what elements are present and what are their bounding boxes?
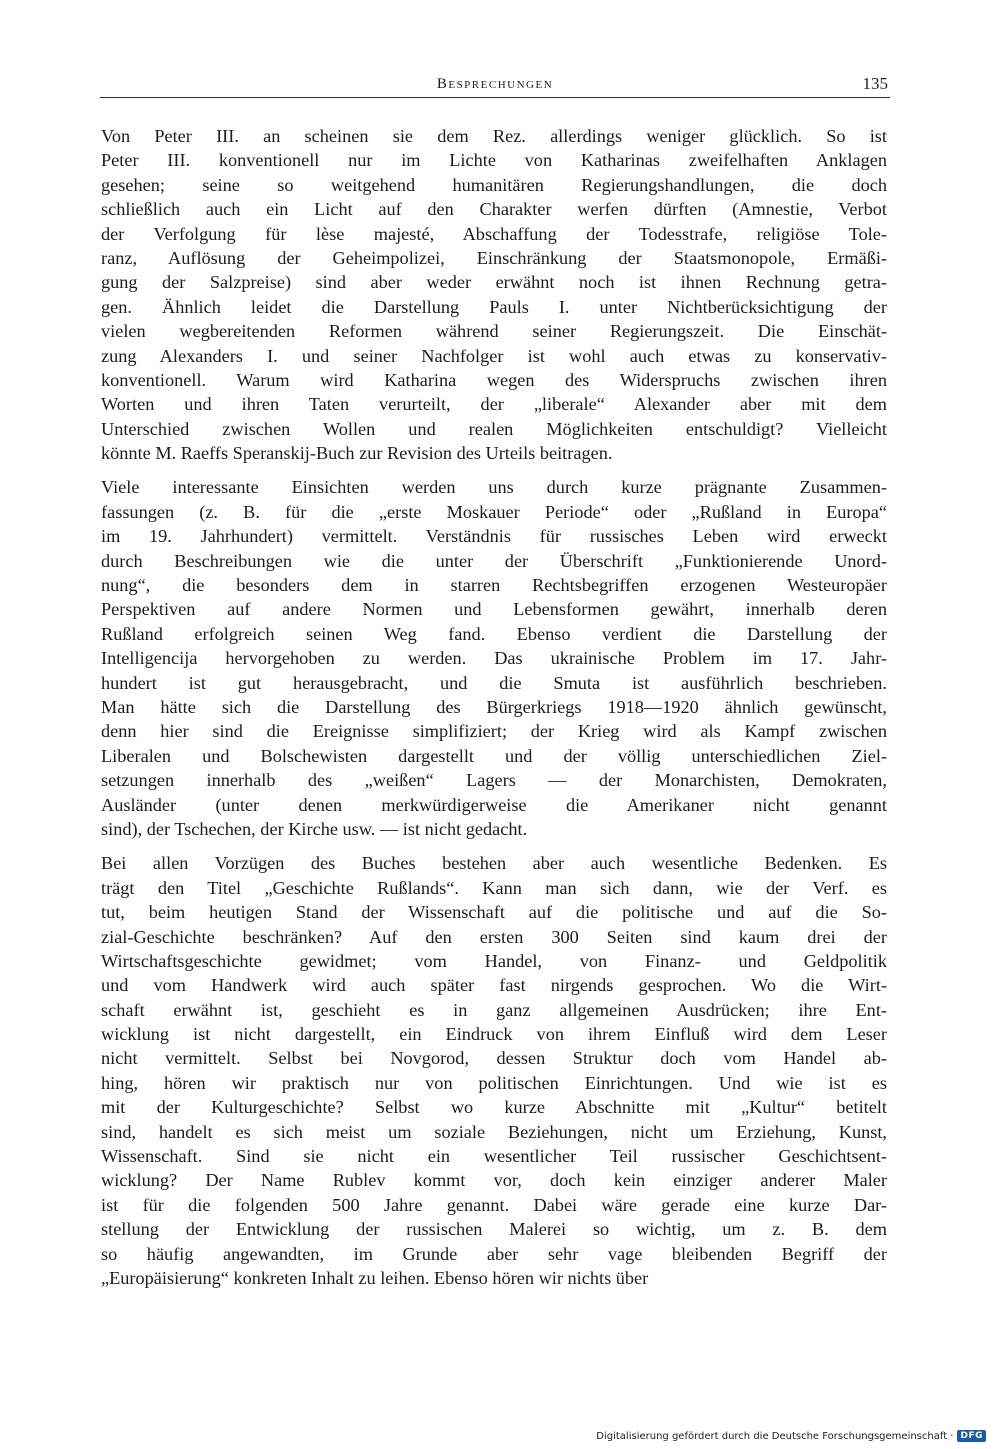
text-line: Perspektiven auf andere Normen und Lebensformen gewährt, innerhalb deren [101, 599, 887, 620]
footer-text: Digitalisierung gefördert durch die Deutsche Forschungsgemeinschaft · [596, 1430, 954, 1442]
text-line: könnte M. Raeffs Speranskij-Buch zur Revision des Urteils beitragen. [101, 443, 613, 464]
text-line: „Europäisierung“ konkreten Inhalt zu leihen. Ebenso hören wir nichts über [101, 1267, 649, 1288]
paragraph [101, 475, 887, 841]
text-line: ranz, Auflösung der Geheimpolizei, Einschränkung der Staatsmonopole, Ermäßi- [101, 247, 887, 268]
text-line: hing, hören wir praktisch nur von politischen Einrichtungen. Und wie ist es [101, 1072, 887, 1093]
text-line: gung der Salzpreise) sind aber weder erwähnt noch ist ihnen Rechnung getra- [101, 272, 887, 293]
text-line: vielen wegbereitenden Reformen während seiner Regierungszeit. Die Einschät- [101, 321, 887, 342]
text-line: Liberalen und Bolschewisten dargestellt und der völlig unterschiedlichen Ziel- [101, 745, 887, 766]
text-line: denn hier sind die Ereignisse simplifiziert; der Krieg wird als Kampf zwischen [101, 721, 887, 742]
text-line: durch Beschreibungen wie die unter der Überschrift „Funktionierende Unord- [101, 550, 887, 571]
text-line: schaft erwähnt ist, geschieht es in ganz allgemeinen Ausdrücken; ihre Ent- [101, 999, 887, 1020]
text-line: und vom Handwerk wird auch später fast nirgends gesprochen. Wo die Wirt- [101, 975, 887, 996]
text-line: gesehen; seine so weitgehend humanitären Regierungshandlungen, die doch [101, 174, 887, 195]
text-line: wicklung? Der Name Rublev kommt vor, doch kein einziger anderer Maler [101, 1170, 887, 1191]
text-line: konventionell. Warum wird Katharina wegen des Widerspruchs zwischen ihren [101, 369, 887, 390]
text-line: Worten und ihren Taten verurteilt, der „liberale“ Alexander aber mit dem [101, 394, 887, 415]
text-line: trägt den Titel „Geschichte Rußlands“. Kann man sich dann, wie der Verf. es [101, 877, 887, 898]
text-line: Von Peter III. an scheinen sie dem Rez. allerdings weniger glücklich. So ist [101, 126, 887, 146]
text-line: wicklung ist nicht dargestellt, ein Eindruck von ihrem Einfluß wird dem Leser [101, 1024, 887, 1045]
text-line: Viele interessante Einsichten werden uns durch kurze prägnante Zusammen- [101, 477, 887, 498]
text-line: hundert ist gut herausgebracht, und die Smuta ist ausführlich beschrieben. [101, 672, 887, 693]
text-line: gen. Ähnlich leidet die Darstellung Pauls I. unter Nichtberücksichtigung der [101, 296, 887, 317]
text-line: Man hätte sich die Darstellung des Bürgerkriegs 1918—1920 ähnlich gewünscht, [101, 696, 887, 717]
text-line: so häufig angewandten, im Grunde aber sehr vage bleibenden Begriff der [101, 1243, 887, 1264]
text-line: Ausländer (unter denen merkwürdigerweise die Amerikaner nicht genannt [101, 794, 887, 815]
text-line: schließlich auch ein Licht auf den Charakter werfen dürften (Amnestie, Verbot [101, 199, 887, 220]
text-line: nicht vermittelt. Selbst bei Novgorod, dessen Struktur doch vom Handel ab- [101, 1048, 887, 1069]
footer-credit [596, 1428, 986, 1444]
text-line: zung Alexanders I. und seiner Nachfolger ist wohl auch etwas zu konservativ- [101, 345, 887, 366]
text-line: Peter III. konventionell nur im Lichte von Katharinas zweifelhaften Anklagen [101, 150, 887, 171]
text-line: sind, handelt es sich meist um soziale Beziehungen, nicht um Erziehung, Kunst, [101, 1121, 887, 1142]
running-title: Besprechungen [436, 76, 554, 92]
dfg-logo-icon: DFG [957, 1430, 986, 1442]
page-number: 135 [862, 74, 888, 93]
running-header [100, 72, 890, 98]
text-line: stellung der Entwicklung der russischen Malerei so wichtig, um z. B. dem [101, 1219, 887, 1240]
text-line: setzungen innerhalb des „weißen“ Lagers — der Monarchisten, Demokraten, [101, 770, 887, 791]
text-line: Intelligencija hervorgehoben zu werden. Das ukrainische Problem im 17. Jahr- [101, 648, 887, 669]
text-line: fassungen (z. B. für die „erste Moskauer Periode“ oder „Rußland in Europa“ [101, 501, 887, 522]
review-text [101, 124, 887, 1290]
text-line: Bei allen Vorzügen des Buches bestehen aber auch wesentliche Bedenken. Es [101, 853, 887, 874]
text-line: ist für die folgenden 500 Jahre genannt. Dabei wäre gerade eine kurze Dar- [101, 1194, 887, 1215]
header-rule [100, 97, 890, 98]
text-line: sind), der Tschechen, der Kirche usw. — ist nicht gedacht. [101, 818, 528, 839]
text-line: mit der Kulturgeschichte? Selbst wo kurze Abschnitte mit „Kultur“ betitelt [101, 1097, 887, 1118]
text-line: zial-Geschichte beschränken? Auf den ersten 300 Seiten sind kaum drei der [101, 926, 887, 947]
text-line: Rußland erfolgreich seinen Weg fand. Ebenso verdient die Darstellung der [101, 623, 887, 644]
paragraph [101, 124, 887, 465]
text-line: Unterschied zwischen Wollen und realen Möglichkeiten entschuldigt? Vielleicht [101, 418, 887, 439]
text-line: im 19. Jahrhundert) vermittelt. Verständnis für russisches Leben wird erweckt [101, 526, 887, 547]
text-line: nung“, die besonders dem in starren Rechtsbegriffen erzogenen Westeuropäer [101, 575, 887, 596]
paragraph [101, 851, 887, 1290]
text-line: Wirtschaftsgeschichte gewidmet; vom Handel, von Finanz- und Geldpolitik [101, 950, 887, 971]
text-line: der Verfolgung für lèse majesté, Abschaffung der Todesstrafe, religiöse Tole- [101, 223, 887, 244]
text-line: tut, beim heutigen Stand der Wissenschaft auf die politische und auf die So- [101, 902, 887, 923]
text-line: Wissenschaft. Sind sie nicht ein wesentlicher Teil russischer Geschichtsent- [101, 1146, 887, 1167]
